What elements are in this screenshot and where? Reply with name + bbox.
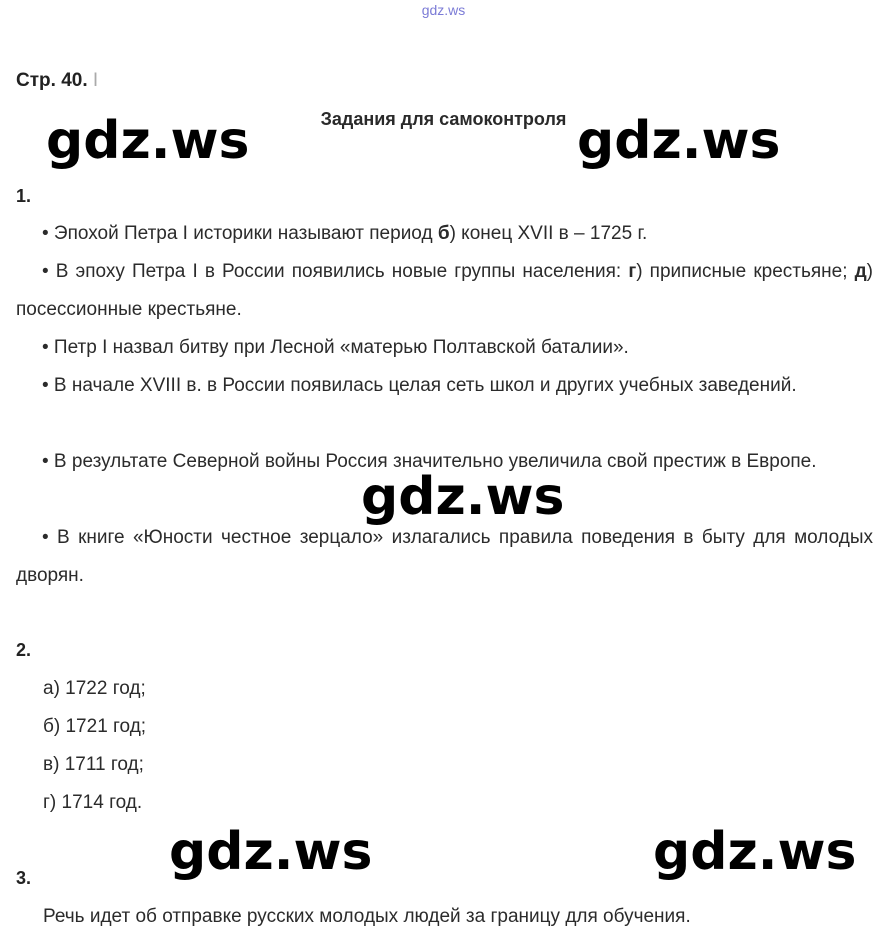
item-text: • Петр I назвал битву при Лесной «матерью Полтавской баталии». xyxy=(42,337,629,358)
watermark-logo: gdz.ws xyxy=(169,822,373,882)
item-text: ) приписные крестьяне; xyxy=(636,261,855,282)
answer-letter: б xyxy=(437,223,450,244)
task-2-option-c: в) 1711 год; xyxy=(43,754,144,775)
watermark-logo: gdz.ws xyxy=(653,822,857,882)
task-2-number: 2. xyxy=(16,640,32,660)
task-2-option-a: а) 1722 год; xyxy=(43,678,146,699)
task-1-item-1 xyxy=(16,215,873,253)
task-2-option-d: г) 1714 год. xyxy=(43,792,143,813)
task-1-item-3 xyxy=(16,329,873,367)
answer-letter: г xyxy=(628,261,637,282)
watermark-logo: gdz.ws xyxy=(46,111,250,171)
answer-letter: д xyxy=(854,261,867,282)
site-link[interactable]: gdz.ws xyxy=(421,2,466,18)
item-text: • В эпоху Петра I в России появились новые группы населения: xyxy=(42,261,629,282)
task-3-number: 3. xyxy=(16,868,32,888)
item-text: • Эпохой Петра I историки называют период xyxy=(42,223,438,244)
item-text: ) конец XVII в – 1725 г. xyxy=(449,223,648,244)
item-text: • В начале XVIII в. в России появилась целая сеть школ и других учебных заведений. xyxy=(42,375,797,396)
section-title: Задания для самоконтроля xyxy=(320,109,567,129)
page-ref-text: Стр. 40. xyxy=(16,70,88,91)
item-text: ) посессионные крестьяне. xyxy=(16,261,873,320)
text-cursor: I xyxy=(92,70,99,91)
item-text: • В книге «Юности честное зерцало» излагались правила поведения в быту для молодых дворян. xyxy=(16,527,873,586)
task-1-item-6 xyxy=(16,519,873,595)
task-1-item-2 xyxy=(16,253,873,329)
watermark-logo: gdz.ws xyxy=(361,467,565,527)
watermark-logo: gdz.ws xyxy=(577,111,781,171)
task-2-option-b: б) 1721 год; xyxy=(43,716,147,737)
task-1-number: 1. xyxy=(16,186,32,206)
task-3-answer: Речь идет об отправке русских молодых людей за границу для обучения. xyxy=(43,906,691,927)
task-1-item-4 xyxy=(16,367,873,405)
page-reference xyxy=(16,70,98,92)
item-text: • В результате Северной войны Россия значительно увеличила свой престиж в Европе. xyxy=(42,451,817,472)
